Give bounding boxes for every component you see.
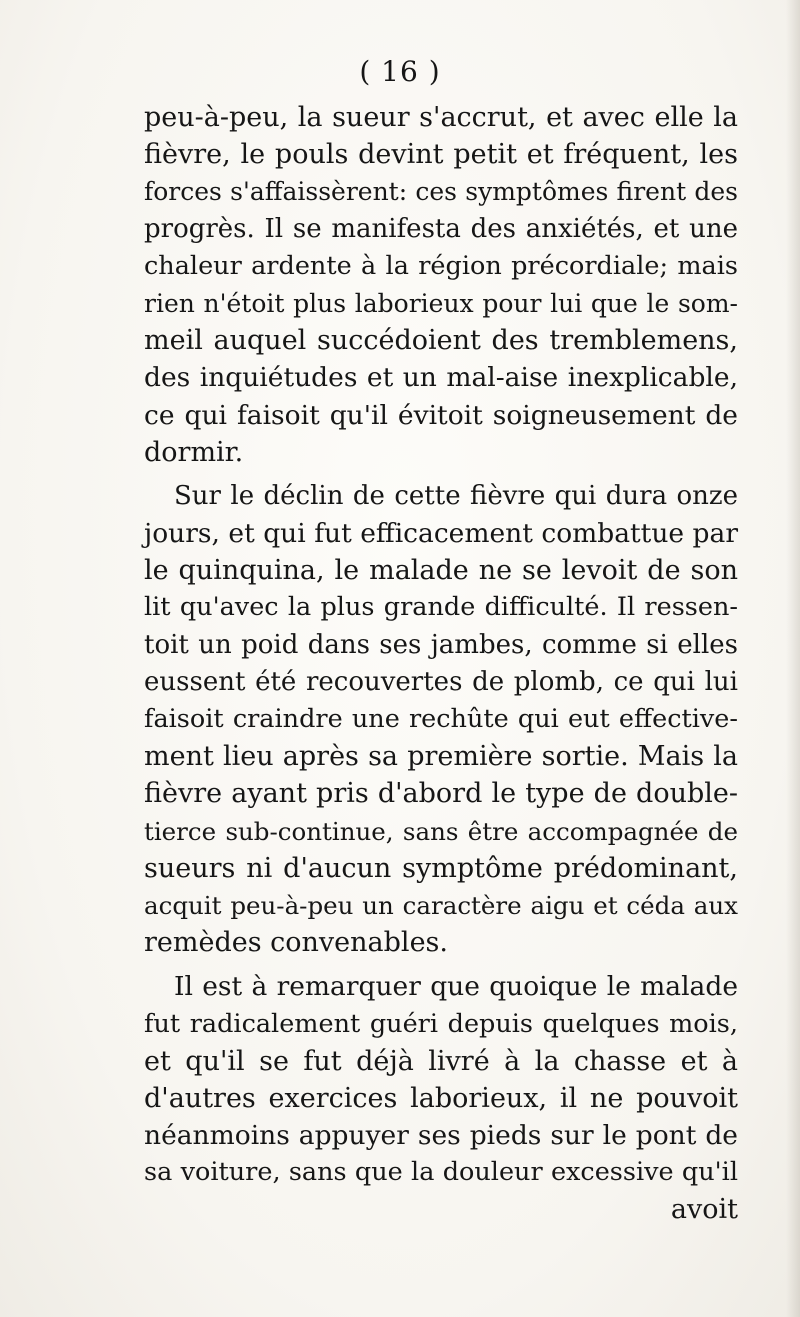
text-line: sueurs ni d'aucun symptôme prédominant, (144, 852, 738, 884)
paragraph-2 (144, 478, 738, 961)
text-line: sa voiture, sans que la douleur excessive qu'il (144, 1157, 738, 1188)
text-line: dormir. (144, 436, 244, 468)
text-line: tierce sub-continue, sans être accompagnée de (144, 816, 738, 846)
text-line: forces s'affaissèrent: ces symptômes firent des (144, 177, 738, 207)
text-line: d'autres exercices laborieux, il ne pouvoit (144, 1082, 738, 1114)
text-line: et qu'il se fut déjà livré à la chasse et à (144, 1045, 738, 1077)
text-line: le quinquina, le malade ne se levoit de son (144, 555, 738, 587)
page-number: ( 16 ) (359, 55, 441, 88)
text-line: toit un poid dans ses jambes, comme si elles (144, 629, 738, 660)
text-line: eussent été recouvertes de plomb, ce qui lui (144, 666, 738, 697)
text-line: meil auquel succédoient des tremblemens, (144, 325, 738, 357)
text-line: rien n'étoit plus laborieux pour lui que le som- (144, 288, 738, 318)
page-edge-shadow (786, 0, 800, 1317)
text-line: Sur le déclin de cette fièvre qui dura onze (174, 480, 738, 511)
text-line: lit qu'avec la plus grande difficulté. Il ressen- (144, 592, 738, 623)
text-line: néanmoins appuyer ses pieds sur le pont de (144, 1120, 738, 1152)
text-line: peu-à-peu, la sueur s'accrut, et avec elle la (144, 102, 738, 133)
catchword: avoit (670, 1194, 738, 1226)
paragraph-1 (144, 99, 738, 471)
text-line: des inquiétudes et un mal-aise inexplicable, (144, 362, 738, 394)
text-line: acquit peu-à-peu un caractère aigu et céda aux (144, 890, 738, 920)
body-text (144, 99, 738, 1229)
text-line: jours, et qui fut efficacement combattue par (144, 518, 738, 550)
text-line: ment lieu après sa première sortie. Mais la (144, 741, 738, 773)
text-line: chaleur ardente à la région précordiale; mais (144, 250, 738, 281)
text-line: faisoit craindre une rechûte qui eut effective- (144, 704, 738, 734)
text-line: ce qui faisoit qu'il évitoit soigneusement de (144, 399, 738, 431)
text-line: fièvre ayant pris d'abord le type de double- (144, 778, 738, 810)
paragraph-3 (144, 968, 738, 1191)
text-line: fièvre, le pouls devint petit et fréquent, les (144, 139, 738, 171)
text-line: progrès. Il se manifesta des anxiétés, et une (144, 213, 738, 244)
text-line: fut radicalement guéri depuis quelques mois, (144, 1008, 738, 1039)
text-line: remèdes convenables. (144, 927, 448, 959)
text-line: Il est à remarquer que quoique le malade (174, 971, 738, 1003)
